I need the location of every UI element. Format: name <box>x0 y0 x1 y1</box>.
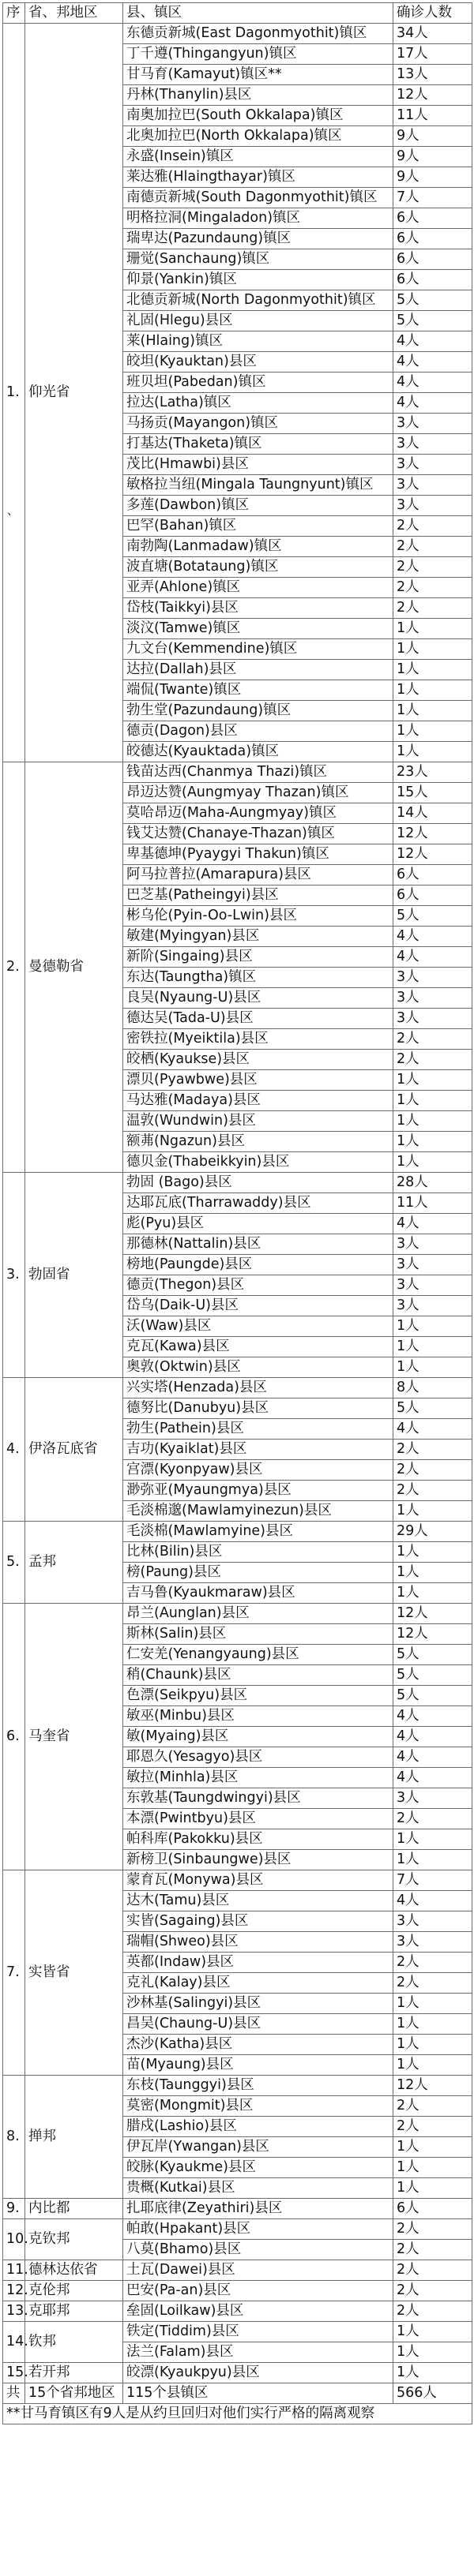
district-name: 钱苗达西(Chanmya Thazi)镇区 <box>123 762 393 783</box>
district-name: 漂贝(Pyawbwe)县区 <box>123 1070 393 1091</box>
district-name: 毛淡棉邈(Mawlamyinezun)县区 <box>123 1501 393 1522</box>
district-name: 北奥加拉巴(North Okkalapa)镇区 <box>123 126 393 147</box>
case-count: 2人 <box>393 1050 472 1070</box>
header-no: 序 <box>3 3 25 24</box>
district-name: 德贝金(Thabeikkyin)县区 <box>123 1152 393 1173</box>
district-name: 斯林(Salin)县区 <box>123 1624 393 1645</box>
case-count: 3人 <box>393 1009 472 1029</box>
case-count: 2人 <box>393 2096 472 2117</box>
case-count: 3人 <box>393 1932 472 1953</box>
province-name: 克钦邦 <box>25 2219 123 2260</box>
case-count: 5人 <box>393 1645 472 1665</box>
total-province: 15个省邦地区 <box>25 2383 123 2404</box>
district-name: 昌吴(Chaung-U)县区 <box>123 2014 393 2035</box>
district-name: 比林(Bilin)县区 <box>123 1542 393 1563</box>
case-count: 29人 <box>393 1522 472 1542</box>
case-count: 1人 <box>393 2014 472 2035</box>
case-count: 1人 <box>393 639 472 660</box>
district-name: 马扬贡(Mayangon)镇区 <box>123 414 393 434</box>
row-number: 13. <box>3 2301 25 2322</box>
district-name: 德达吴(Tada-U)县区 <box>123 1009 393 1029</box>
district-name: 昂迈达赞(Aungmyay Thazan)镇区 <box>123 783 393 803</box>
case-table-body <box>3 3 472 2424</box>
district-name: 腊戍(Lashio)县区 <box>123 2117 393 2137</box>
case-count: 1人 <box>393 1501 472 1522</box>
district-name: 贵概(Kutkai)县区 <box>123 2178 393 2199</box>
case-count: 17人 <box>393 44 472 65</box>
district-name: 东德贡新城(East Dagonmyothit)镇区 <box>123 24 393 44</box>
district-name: 瑞卑达(Pazundaung)镇区 <box>123 229 393 249</box>
district-name: 克礼(Kalay)县区 <box>123 1973 393 1994</box>
district-name: 端侃(Twante)镇区 <box>123 680 393 701</box>
district-name: 彬乌伦(Pyin-Oo-Lwin)县区 <box>123 906 393 927</box>
province-name: 若开邦 <box>25 2363 123 2383</box>
case-count: 2人 <box>393 2240 472 2260</box>
case-count: 3人 <box>393 1911 472 1932</box>
district-name: 仰景(Yankin)镇区 <box>123 270 393 290</box>
district-name: 皎漂(Kyaukpyu)县区 <box>123 2363 393 2383</box>
case-count: 12人 <box>393 844 472 865</box>
row-number: 11. <box>3 2260 25 2281</box>
case-count: 2人 <box>393 1481 472 1501</box>
district-name: 沙林基(Salingyi)县区 <box>123 1994 393 2014</box>
district-name: 明格拉洞(Mingaladon)镇区 <box>123 208 393 229</box>
province-name: 伊洛瓦底省 <box>25 1378 123 1522</box>
case-count: 1人 <box>393 660 472 680</box>
case-count: 3人 <box>393 968 472 988</box>
case-count: 14人 <box>393 803 472 824</box>
case-count: 12人 <box>393 1604 472 1624</box>
district-name: 蒙育瓦(Monywa)县区 <box>123 1870 393 1891</box>
district-name: 额茀(Ngazun)县区 <box>123 1132 393 1152</box>
case-count: 4人 <box>393 1891 472 1911</box>
row-number: 14. <box>3 2322 25 2363</box>
case-count: 5人 <box>393 311 472 331</box>
district-name: 德努比(Danubyu)县区 <box>123 1398 393 1419</box>
case-count: 12人 <box>393 2076 472 2096</box>
case-count: 1人 <box>393 1583 472 1604</box>
row-number: 9. <box>3 2199 25 2219</box>
district-name: 杰沙(Katha)县区 <box>123 2035 393 2055</box>
province-name: 克伦邦 <box>25 2281 123 2301</box>
district-name: 昂兰(Aunglan)县区 <box>123 1604 393 1624</box>
district-name: 勃固 (Bago)县区 <box>123 1173 393 1193</box>
case-count: 2人 <box>393 2281 472 2301</box>
district-name: 敏拉(Minhla)县区 <box>123 1768 393 1788</box>
case-count: 3人 <box>393 1296 472 1316</box>
district-name: 榜地(Paungde)县区 <box>123 1255 393 1275</box>
case-count: 13人 <box>393 65 472 85</box>
district-name: 北德贡新城(North Dagonmyothit)镇区 <box>123 290 393 311</box>
case-count: 2人 <box>393 1029 472 1050</box>
district-name: 稍(Chaunk)县区 <box>123 1665 393 1686</box>
case-count: 7人 <box>393 1870 472 1891</box>
district-name: 礼固(Hlegu)县区 <box>123 311 393 331</box>
district-name: 波直塘(Botataung)镇区 <box>123 557 393 578</box>
district-name: 东敦基(Taungdwingyi)县区 <box>123 1788 393 1809</box>
district-name: 彪(Pyu)县区 <box>123 1214 393 1234</box>
case-count: 3人 <box>393 434 472 455</box>
district-name: 敏格拉当纽(Mingala Taungnyunt)镇区 <box>123 475 393 496</box>
case-count: 3人 <box>393 496 472 516</box>
district-name: 岱枝(Taikkyi)县区 <box>123 598 393 619</box>
district-name: 丁千遵(Thingangyun)镇区 <box>123 44 393 65</box>
district-name: 淡汶(Tamwe)镇区 <box>123 619 393 639</box>
district-name: 莫哈昂迈(Maha-Aungmyay)镇区 <box>123 803 393 824</box>
district-name: 良吴(Nyaung-U)县区 <box>123 988 393 1009</box>
header-district: 县、镇区 <box>123 3 393 24</box>
district-name: 皎坦(Kyauktan)县区 <box>123 352 393 373</box>
row-number: 2. <box>3 762 25 1173</box>
case-count: 2人 <box>393 578 472 598</box>
case-count: 1人 <box>393 1542 472 1563</box>
total-row <box>3 2383 472 2404</box>
case-count: 7人 <box>393 188 472 208</box>
case-count: 1人 <box>393 2035 472 2055</box>
province-name: 掸邦 <box>25 2076 123 2199</box>
district-name: 土瓦(Dawei)县区 <box>123 2260 393 2281</box>
district-name: 岱乌(Daik-U)县区 <box>123 1296 393 1316</box>
province-name: 实皆省 <box>25 1870 123 2076</box>
case-count: 12人 <box>393 85 472 106</box>
district-name: 莱达雅(Hlaingthayar)镇区 <box>123 167 393 188</box>
case-count: 2人 <box>393 1973 472 1994</box>
case-count: 6人 <box>393 886 472 906</box>
case-count: 9人 <box>393 167 472 188</box>
district-name: 渺弥亚(Myaungmya)县区 <box>123 1481 393 1501</box>
table-row <box>3 1522 472 1542</box>
province-name: 内比都 <box>25 2199 123 2219</box>
case-count: 4人 <box>393 1768 472 1788</box>
district-name: 勃生(Pathein)县区 <box>123 1419 393 1440</box>
district-name: 巴芝基(Patheingyi)县区 <box>123 886 393 906</box>
case-count: 6人 <box>393 270 472 290</box>
district-name: 兴实塔(Henzada)县区 <box>123 1378 393 1398</box>
case-count: 4人 <box>393 352 472 373</box>
case-count: 1人 <box>393 1357 472 1378</box>
case-count: 6人 <box>393 229 472 249</box>
district-name: 英都(Indaw)县区 <box>123 1953 393 1973</box>
district-name: 拉达(Latha)镇区 <box>123 393 393 414</box>
table-row <box>3 1378 472 1398</box>
header-province: 省、邦地区 <box>25 3 123 24</box>
district-name: 皎栖(Kyaukse)县区 <box>123 1050 393 1070</box>
province-name: 勃固省 <box>25 1173 123 1378</box>
district-name: 密铁拉(Myeiktila)县区 <box>123 1029 393 1050</box>
table-row <box>3 2301 472 2322</box>
case-count: 4人 <box>393 1419 472 1440</box>
district-name: 伊瓦岸(Ywangan)县区 <box>123 2137 393 2158</box>
district-name: 多莲(Dawbon)镇区 <box>123 496 393 516</box>
table-row <box>3 2281 472 2301</box>
header-count: 确诊人数 <box>393 3 472 24</box>
district-name: 阿马拉普拉(Amarapura)县区 <box>123 865 393 886</box>
case-count: 6人 <box>393 249 472 270</box>
district-name: 扎耶底律(Zeyathiri)县区 <box>123 2199 393 2219</box>
case-count: 1人 <box>393 1091 472 1111</box>
row-number: 15. <box>3 2363 25 2383</box>
case-count: 1人 <box>393 2363 472 2383</box>
district-name: 那德林(Nattalin)县区 <box>123 1234 393 1255</box>
district-name: 东枝(Taunggyi)县区 <box>123 2076 393 2096</box>
row-number: 3. <box>3 1173 25 1378</box>
district-name: 钱艾达赞(Chanaye-Thazan)镇区 <box>123 824 393 844</box>
case-count: 1人 <box>393 742 472 762</box>
district-name: 宫漂(Kyonpyaw)县区 <box>123 1460 393 1481</box>
district-name: 永盛(Insein)镇区 <box>123 147 393 167</box>
district-name: 巴罕(Bahan)镇区 <box>123 516 393 537</box>
case-count: 2人 <box>393 1953 472 1973</box>
case-count: 4人 <box>393 927 472 947</box>
district-name: 克瓦(Kawa)县区 <box>123 1337 393 1357</box>
case-count: 8人 <box>393 1378 472 1398</box>
case-count: 4人 <box>393 1706 472 1727</box>
case-count: 2人 <box>393 1809 472 1829</box>
province-name: 孟邦 <box>25 1522 123 1604</box>
case-count: 4人 <box>393 1747 472 1768</box>
case-count: 1人 <box>393 1316 472 1337</box>
table-row <box>3 2322 472 2342</box>
case-count: 1人 <box>393 1829 472 1850</box>
total-count: 566人 <box>393 2383 472 2404</box>
district-name: 仁安羌(Yenangyaung)县区 <box>123 1645 393 1665</box>
district-name: 德贡(Dagon)县区 <box>123 721 393 742</box>
case-count: 1人 <box>393 1111 472 1132</box>
district-name: 皎德达(Kyauktada)镇区 <box>123 742 393 762</box>
case-count: 1人 <box>393 1850 472 1870</box>
row-number: 10. <box>3 2219 25 2260</box>
province-name: 马奎省 <box>25 1604 123 1870</box>
case-count: 1人 <box>393 2342 472 2363</box>
table-row <box>3 1604 472 1624</box>
case-count: 4人 <box>393 1214 472 1234</box>
case-count: 1人 <box>393 701 472 721</box>
district-name: 马达雅(Madaya)县区 <box>123 1091 393 1111</box>
case-count: 1人 <box>393 1994 472 2014</box>
district-name: 垒固(Loilkaw)县区 <box>123 2301 393 2322</box>
district-name: 色漂(Seikpyu)县区 <box>123 1686 393 1706</box>
district-name: 班贝坦(Pabedan)镇区 <box>123 373 393 393</box>
district-name: 卑基德坤(Pyaygyi Thakun)镇区 <box>123 844 393 865</box>
case-count: 1人 <box>393 721 472 742</box>
case-count: 1人 <box>393 1152 472 1173</box>
district-name: 敏巫(Minbu)县区 <box>123 1706 393 1727</box>
case-count: 4人 <box>393 331 472 352</box>
case-count: 5人 <box>393 290 472 311</box>
district-name: 莱(Hlaing)镇区 <box>123 331 393 352</box>
case-count: 2人 <box>393 537 472 557</box>
district-name: 帕科库(Pakokku)县区 <box>123 1829 393 1850</box>
district-name: 珊觉(Sanchaung)镇区 <box>123 249 393 270</box>
footnote: **甘马育镇区有9人是从约旦回归对他们实行严格的隔离观察 <box>3 2404 472 2424</box>
table-row <box>3 762 472 783</box>
case-count: 23人 <box>393 762 472 783</box>
district-name: 九文台(Kemmendine)镇区 <box>123 639 393 660</box>
case-count: 12人 <box>393 1624 472 1645</box>
case-count: 11人 <box>393 106 472 126</box>
case-count: 3人 <box>393 455 472 475</box>
district-name: 敏建(Myingyan)县区 <box>123 927 393 947</box>
case-count: 5人 <box>393 906 472 927</box>
case-table <box>2 2 472 2424</box>
province-name: 克耶邦 <box>25 2301 123 2322</box>
case-count: 4人 <box>393 947 472 968</box>
case-count: 2人 <box>393 598 472 619</box>
row-number: 5. <box>3 1522 25 1604</box>
case-count: 2人 <box>393 1440 472 1460</box>
district-name: 甘马育(Kamayut)镇区** <box>123 65 393 85</box>
case-count: 3人 <box>393 475 472 496</box>
row-number: 4. <box>3 1378 25 1522</box>
case-count: 6人 <box>393 865 472 886</box>
district-name: 敏(Myaing)县区 <box>123 1727 393 1747</box>
district-name: 帕敢(Hpakant)县区 <box>123 2219 393 2240</box>
district-name: 沃(Waw)县区 <box>123 1316 393 1337</box>
district-name: 东达(Taungtha)镇区 <box>123 968 393 988</box>
district-name: 茂比(Hmawbi)县区 <box>123 455 393 475</box>
case-count: 1人 <box>393 2322 472 2342</box>
row-number: 12. <box>3 2281 25 2301</box>
total-district: 115个县镇区 <box>123 2383 393 2404</box>
district-name: 南德贡新城(South Dagonmyothit)镇区 <box>123 188 393 208</box>
case-count: 4人 <box>393 393 472 414</box>
district-name: 实皆(Sagaing)县区 <box>123 1911 393 1932</box>
case-count: 34人 <box>393 24 472 44</box>
case-count: 9人 <box>393 147 472 167</box>
district-name: 铁定(Tiddim)县区 <box>123 2322 393 2342</box>
district-name: 打基达(Thaketa)镇区 <box>123 434 393 455</box>
case-count: 1人 <box>393 1070 472 1091</box>
table-row <box>3 2363 472 2383</box>
district-name: 奥敦(Oktwin)县区 <box>123 1357 393 1378</box>
table-row <box>3 1870 472 1891</box>
case-count: 2人 <box>393 516 472 537</box>
district-name: 苗(Myaung)县区 <box>123 2055 393 2076</box>
case-count: 3人 <box>393 1788 472 1809</box>
district-name: 榜(Paung)县区 <box>123 1563 393 1583</box>
case-count: 1人 <box>393 680 472 701</box>
case-count: 5人 <box>393 1665 472 1686</box>
province-name: 曼德勒省 <box>25 762 123 1173</box>
case-count: 28人 <box>393 1173 472 1193</box>
total-label: 共 <box>3 2383 25 2404</box>
case-count: 12人 <box>393 824 472 844</box>
case-count: 2人 <box>393 1460 472 1481</box>
case-count: 5人 <box>393 1686 472 1706</box>
province-name: 钦邦 <box>25 2322 123 2363</box>
district-name: 达木(Tamu)县区 <box>123 1891 393 1911</box>
case-count: 3人 <box>393 1275 472 1296</box>
district-name: 法兰(Falam)县区 <box>123 2342 393 2363</box>
district-name: 新阶(Singaing)县区 <box>123 947 393 968</box>
case-count: 1人 <box>393 1337 472 1357</box>
table-row <box>3 24 472 44</box>
case-count: 4人 <box>393 373 472 393</box>
row-number: 1. <box>3 24 25 762</box>
case-count: 15人 <box>393 783 472 803</box>
table-row <box>3 2076 472 2096</box>
district-name: 新榜卫(Sinbaungwe)县区 <box>123 1850 393 1870</box>
row-number: 8. <box>3 2076 25 2199</box>
case-count: 1人 <box>393 2055 472 2076</box>
case-count: 3人 <box>393 1234 472 1255</box>
district-name: 南奥加拉巴(South Okkalapa)镇区 <box>123 106 393 126</box>
case-count: 1人 <box>393 2158 472 2178</box>
district-name: 亚弄(Ahlone)镇区 <box>123 578 393 598</box>
case-count: 2人 <box>393 2219 472 2240</box>
case-count: 2人 <box>393 2260 472 2281</box>
case-count: 3人 <box>393 988 472 1009</box>
case-count: 5人 <box>393 1398 472 1419</box>
case-count: 9人 <box>393 126 472 147</box>
district-name: 耶恩久(Yesagyo)县区 <box>123 1747 393 1768</box>
district-name: 毛淡棉(Mawlamyine)县区 <box>123 1522 393 1542</box>
district-name: 德贡(Thegon)县区 <box>123 1275 393 1296</box>
table-row <box>3 2199 472 2219</box>
case-count: 3人 <box>393 414 472 434</box>
header-row <box>3 3 472 24</box>
table-row <box>3 2260 472 2281</box>
row-number: 6. <box>3 1604 25 1870</box>
district-name: 南勃陶(Lanmadaw)镇区 <box>123 537 393 557</box>
case-count: 1人 <box>393 619 472 639</box>
district-name: 瑞帽(Shweo)县区 <box>123 1932 393 1953</box>
province-name: 仰光省 <box>25 24 123 762</box>
district-name: 巴安(Pa-an)县区 <box>123 2281 393 2301</box>
table-row <box>3 2219 472 2240</box>
case-table-sheet <box>2 2 472 2424</box>
case-count: 2人 <box>393 2117 472 2137</box>
district-name: 吉马鲁(Kyaukmaraw)县区 <box>123 1583 393 1604</box>
row-number: 7. <box>3 1870 25 2076</box>
case-count: 1人 <box>393 1132 472 1152</box>
district-name: 温敦(Wundwin)县区 <box>123 1111 393 1132</box>
case-count: 2人 <box>393 557 472 578</box>
footnote-row <box>3 2404 472 2424</box>
case-count: 6人 <box>393 2199 472 2219</box>
district-name: 达拉(Dallah)县区 <box>123 660 393 680</box>
case-count: 1人 <box>393 1563 472 1583</box>
case-count: 1人 <box>393 2137 472 2158</box>
case-count: 11人 <box>393 1193 472 1214</box>
case-count: 1人 <box>393 2178 472 2199</box>
district-name: 莫密(Mongmit)县区 <box>123 2096 393 2117</box>
table-row <box>3 1173 472 1193</box>
stray-mark: 、 <box>7 505 18 518</box>
district-name: 八莫(Bhamo)县区 <box>123 2240 393 2260</box>
province-name: 德林达依省 <box>25 2260 123 2281</box>
district-name: 本漂(Pwintbyu)县区 <box>123 1809 393 1829</box>
district-name: 吉功(Kyaiklat)县区 <box>123 1440 393 1460</box>
district-name: 勃生堂(Pazundaung)镇区 <box>123 701 393 721</box>
case-count: 3人 <box>393 1255 472 1275</box>
case-count: 2人 <box>393 2301 472 2322</box>
case-count: 4人 <box>393 1727 472 1747</box>
district-name: 达耶瓦底(Tharrawaddy)县区 <box>123 1193 393 1214</box>
district-name: 丹林(Thanylin)县区 <box>123 85 393 106</box>
case-count: 6人 <box>393 208 472 229</box>
district-name: 皎脉(Kyaukme)县区 <box>123 2158 393 2178</box>
